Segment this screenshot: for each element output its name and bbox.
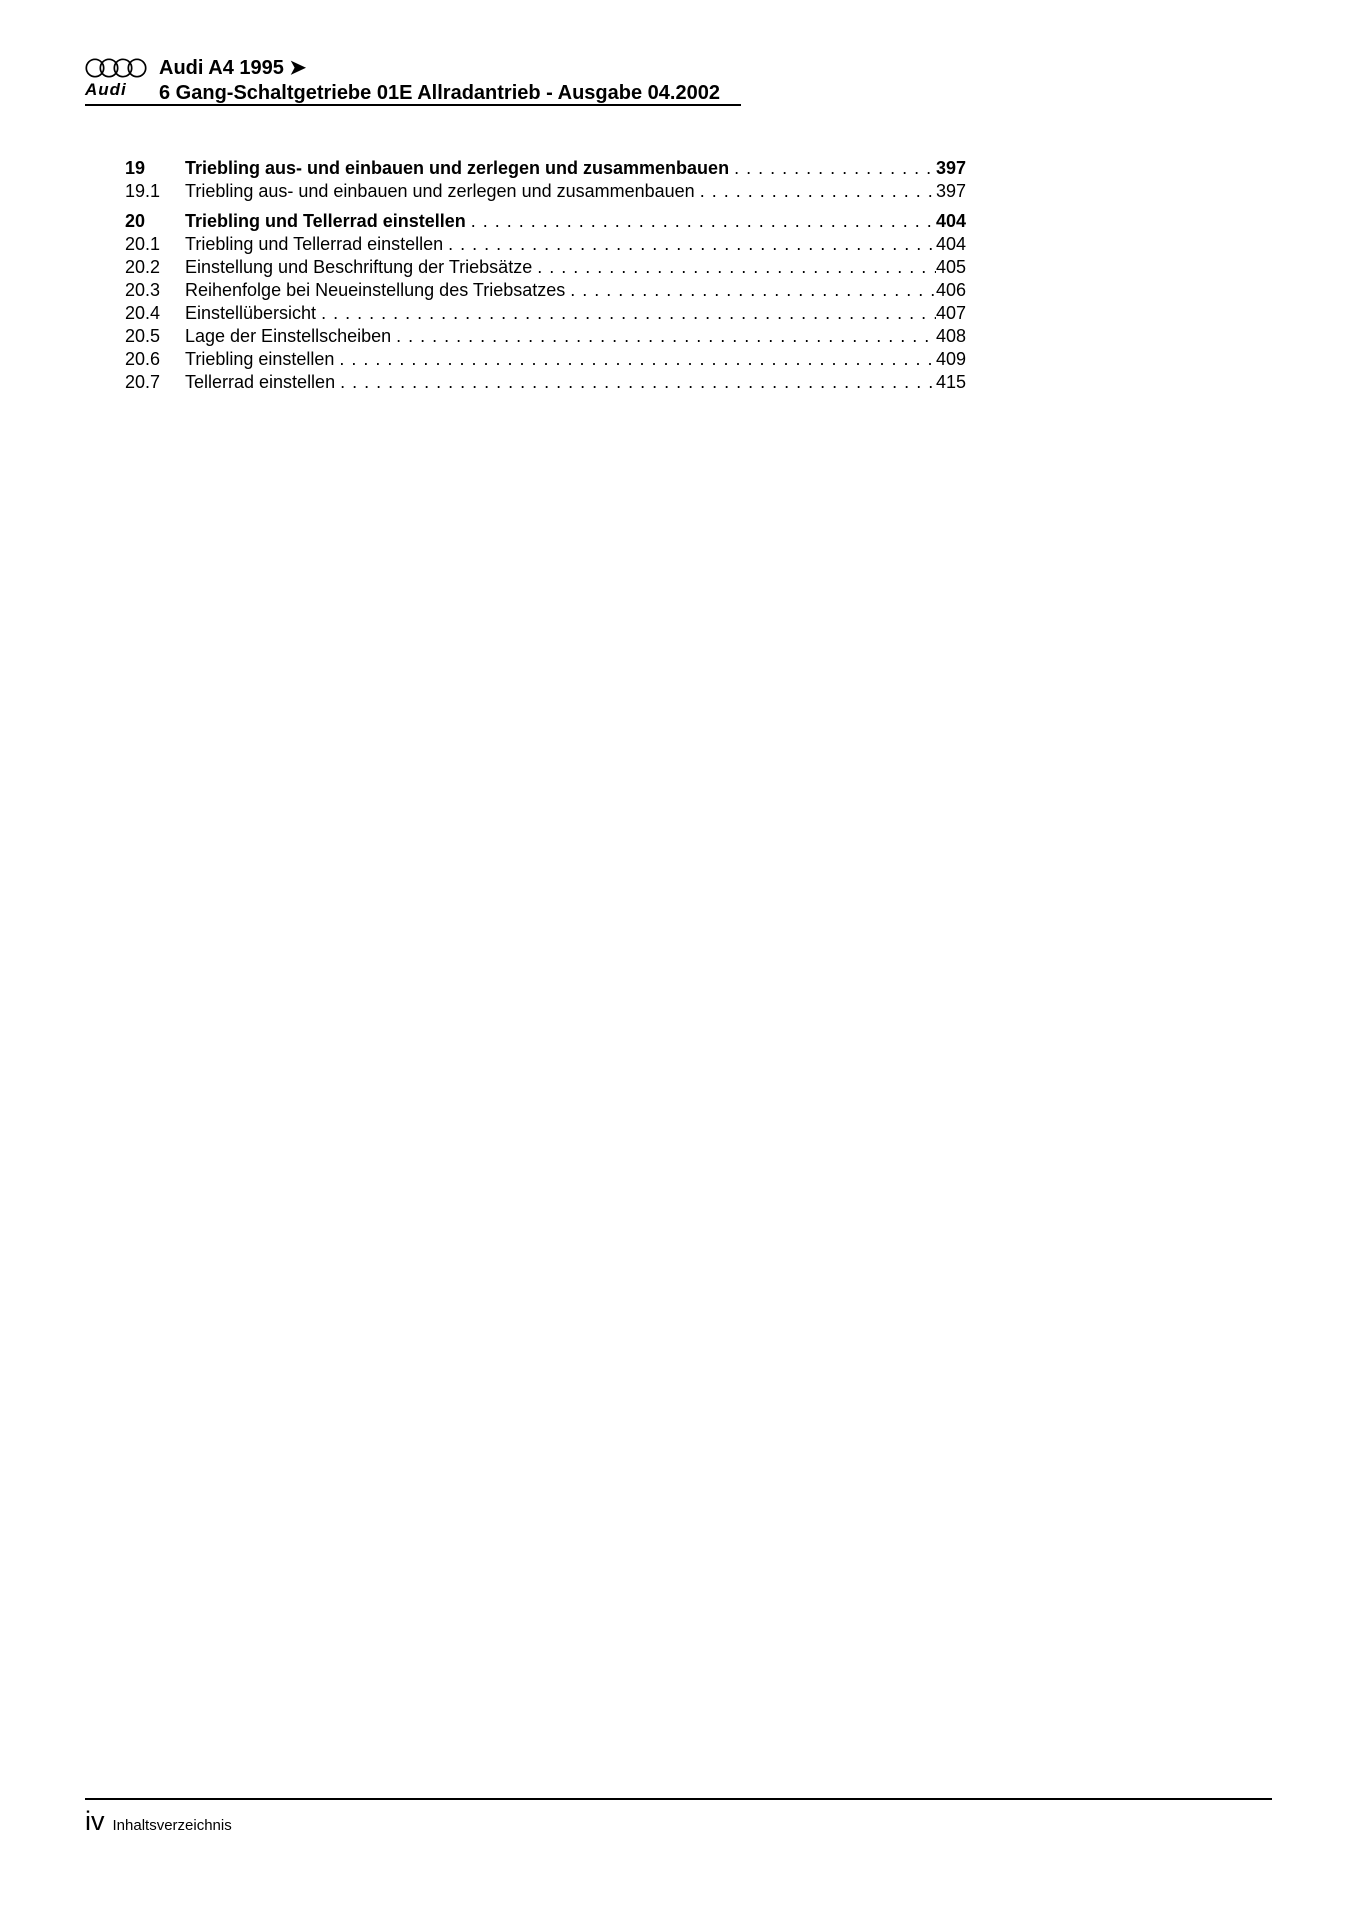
toc-dot-leader	[316, 302, 936, 325]
toc-entry-title: Tellerrad einstellen	[185, 372, 336, 392]
toc-entry-title: Triebling aus- und einbauen und zerlegen und zusammenbauen	[185, 158, 730, 178]
toc-entry-page: 407	[935, 303, 966, 323]
toc-entry-number: 19.1	[125, 181, 161, 201]
toc-entry	[125, 180, 966, 203]
toc-entry-title: Triebling einstellen	[185, 349, 335, 369]
footer-page-number: iv	[85, 1806, 105, 1836]
toc-entry-number: 20.2	[125, 257, 161, 277]
toc-entry-page: 408	[935, 326, 966, 346]
toc-entry	[125, 210, 966, 233]
toc-entry-page: 397	[935, 181, 966, 201]
header-model-line: Audi A4 1995 ➤	[159, 57, 307, 79]
toc-entry-page: 406	[935, 280, 966, 300]
toc-entry-title: Reihenfolge bei Neueinstellung des Triebsatzes	[185, 280, 566, 300]
toc-entry-title: Einstellung und Beschriftung der Triebsätze	[185, 257, 533, 277]
header-text	[159, 55, 720, 106]
toc-entry-number: 20.5	[125, 326, 161, 346]
header-title-line: 6 Gang-Schaltgetriebe 01E Allradantrieb - Ausgabe 04.2002	[159, 82, 720, 104]
toc-dot-leader	[466, 210, 936, 233]
audi-rings-icon	[85, 57, 147, 79]
toc-entry	[125, 256, 966, 279]
toc-dot-leader	[729, 157, 936, 180]
toc-entry-title: Triebling und Tellerrad einstellen	[185, 211, 466, 231]
toc-entry	[125, 348, 966, 371]
toc-entry	[125, 279, 966, 302]
toc-entry	[125, 157, 966, 180]
toc-dot-leader	[335, 371, 936, 394]
toc-entry-title: Triebling aus- und einbauen und zerlegen und zusammenbauen	[185, 181, 695, 201]
toc-entry-page: 409	[935, 349, 966, 369]
toc-entry-page: 405	[935, 257, 966, 277]
toc-dot-leader	[565, 279, 936, 302]
page-footer	[85, 1806, 232, 1836]
toc-entry-title: Lage der Einstellscheiben	[185, 326, 392, 346]
toc-entry-title: Einstellübersicht	[185, 303, 317, 323]
toc-entry-page: 397	[935, 158, 966, 178]
toc-entry	[125, 233, 966, 256]
toc-entry	[125, 371, 966, 394]
toc-entry-number: 20.6	[125, 349, 161, 369]
toc-dot-leader	[532, 256, 936, 279]
audi-wordmark: Audi	[85, 80, 127, 99]
toc-dot-leader	[695, 180, 936, 203]
header-divider	[85, 104, 741, 106]
page-header	[85, 55, 720, 106]
toc-entry-page: 415	[935, 372, 966, 392]
toc-entry	[125, 325, 966, 348]
toc-entry-title: Triebling und Tellerrad einstellen	[185, 234, 444, 254]
toc-entry-number: 20	[125, 211, 146, 231]
toc-entry-number: 20.7	[125, 372, 161, 392]
table-of-contents	[125, 157, 966, 394]
toc-entry-number: 20.3	[125, 280, 161, 300]
audi-logo	[85, 55, 149, 100]
toc-entry-page: 404	[935, 234, 966, 254]
toc-entry-number: 20.4	[125, 303, 161, 323]
footer-label: Inhaltsverzeichnis	[112, 1817, 232, 1834]
toc-dot-leader	[443, 233, 936, 256]
toc-entry-page: 404	[935, 211, 966, 231]
toc-entry-number: 20.1	[125, 234, 161, 254]
toc-entry-number: 19	[125, 158, 146, 178]
toc-dot-leader	[391, 325, 936, 348]
footer-divider	[85, 1798, 1272, 1800]
toc-entry	[125, 302, 966, 325]
toc-dot-leader	[334, 348, 936, 371]
